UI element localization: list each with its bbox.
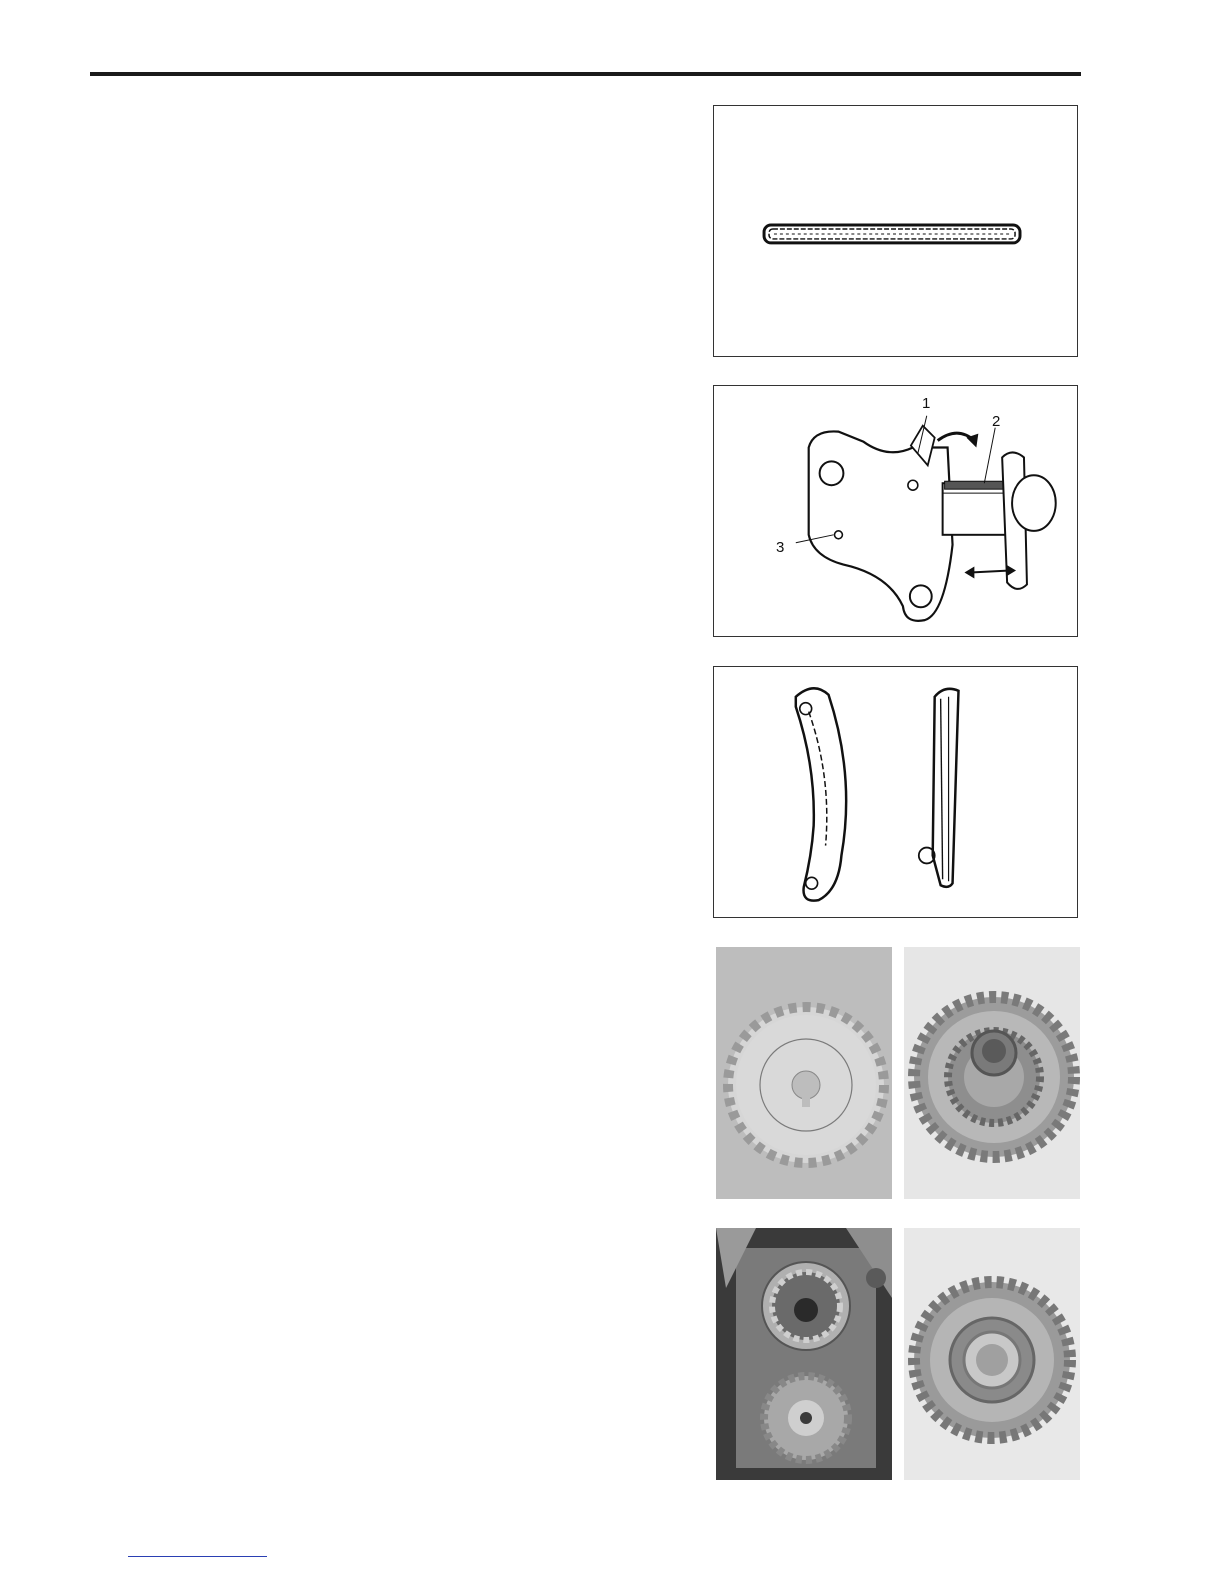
figure-chain-guides — [713, 666, 1078, 918]
sprocket-photo — [716, 947, 892, 1199]
figure-chain-tensioner — [713, 385, 1078, 637]
header-rule — [90, 72, 1081, 76]
photo-gear-in-case — [716, 1228, 892, 1480]
photo-idler-gear-top — [904, 947, 1080, 1199]
idler-gear-photo — [904, 947, 1080, 1199]
timing-chain-illustration — [714, 106, 1077, 356]
callout-1: 1 — [922, 395, 931, 412]
callout-3: 3 — [776, 539, 785, 556]
chain-guides-illustration — [714, 667, 1077, 917]
figure-timing-chain — [713, 105, 1078, 357]
photo-camshaft-sprocket — [716, 947, 892, 1199]
tensioner-illustration — [714, 386, 1077, 636]
idler-gear-photo-2 — [904, 1228, 1080, 1480]
callout-2: 2 — [992, 413, 1001, 430]
footer-link-underline[interactable] — [128, 1556, 267, 1557]
photo-idler-gear-bottom — [904, 1228, 1080, 1480]
engine-case-photo — [716, 1228, 892, 1480]
